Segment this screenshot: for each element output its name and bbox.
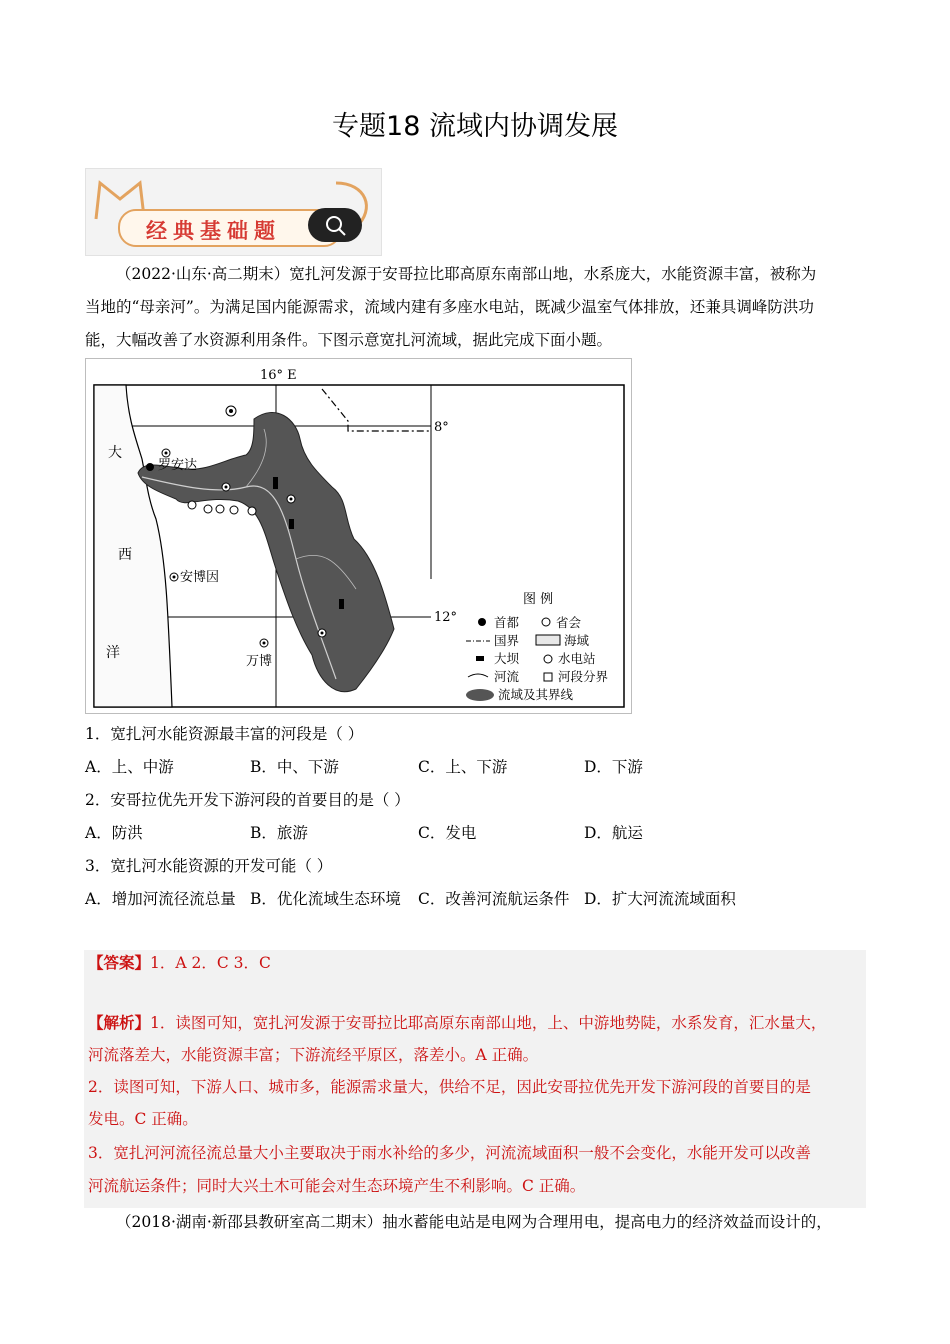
answer-box bbox=[84, 950, 866, 1208]
q1-option-b: B．中、下游 bbox=[250, 758, 339, 776]
map-legend bbox=[466, 592, 609, 702]
q1-option-d: D．下游 bbox=[584, 758, 643, 776]
banner-label: 经典基础题 bbox=[146, 218, 281, 243]
map-svg bbox=[86, 359, 631, 713]
legend-basin: 流域及其界线 bbox=[498, 687, 574, 702]
legend-sea: 海域 bbox=[564, 633, 590, 648]
q1-option-c: C．上、下游 bbox=[418, 758, 508, 776]
intro-line-2: 当地的“母亲河”。为满足国内能源需求，流域内建有多座水电站，既减少温室气体排放，还兼具调峰防洪功 bbox=[85, 298, 814, 316]
city-huambo: 万博 bbox=[246, 654, 273, 669]
ocean-label-3: 洋 bbox=[106, 645, 120, 661]
legend-border: 国界 bbox=[494, 633, 520, 648]
intro-line-1: （2022·山东·高二期末）宽扎河发源于安哥拉比耶高原东南部山地，水系庞大，水能资源丰富，被称为 bbox=[116, 265, 817, 283]
kwanza-river-map bbox=[85, 358, 632, 714]
analysis-label: 【解析】 bbox=[88, 1013, 151, 1032]
q3-option-d: D．扩大河流流域面积 bbox=[584, 890, 736, 908]
analysis-line-4: 发电。C 正确。 bbox=[88, 1110, 198, 1128]
q3-option-b: B．优化流域生态环境 bbox=[250, 890, 401, 908]
answer-label: 【答案】 bbox=[88, 953, 151, 972]
answer-line bbox=[88, 952, 271, 974]
analysis-text-1: 1．读图可知，宽扎河发源于安哥拉比耶高原东南部山地，上、中游地势陡，水系发育，汇水量大， bbox=[150, 1014, 827, 1032]
city-luanda: 罗安达 bbox=[158, 458, 198, 473]
lat-bottom-label: 12° bbox=[434, 610, 458, 625]
lon-label: 16° E bbox=[260, 368, 297, 383]
page-title: 专题18 流域内协调发展 bbox=[332, 111, 618, 142]
legend-segment: 河段分界 bbox=[558, 669, 609, 684]
q3-option-a: A．增加河流径流总量 bbox=[85, 890, 236, 908]
legend-river: 河流 bbox=[494, 669, 520, 684]
legend-title: 图 例 bbox=[523, 592, 554, 607]
legend-capital: 首都 bbox=[494, 615, 520, 630]
q2-option-c: C．发电 bbox=[418, 824, 477, 842]
next-question-intro: （2018·湖南·新邵县教研室高二期末）抽水蓄能电站是电网为合理用电，提高电力的经济效益而设计的， bbox=[116, 1213, 832, 1231]
analysis-line-5: 3．宽扎河河流径流总量大小主要取决于雨水补给的多少，河流流域面积一般不会变化，水能开发可以改善 bbox=[88, 1144, 811, 1162]
legend-hydro: 水电站 bbox=[558, 651, 596, 666]
legend-dam: 大坝 bbox=[494, 651, 520, 666]
q3-option-c: C．改善河流航运条件 bbox=[418, 890, 570, 908]
question-3: 3．宽扎河水能资源的开发可能（ ） bbox=[85, 857, 333, 875]
analysis-line-6: 河流航运条件；同时大兴土木可能会对生态环境产生不利影响。C 正确。 bbox=[88, 1177, 586, 1195]
intro-line-3: 能，大幅改善了水资源利用条件。下图示意宽扎河流域，据此完成下面小题。 bbox=[85, 331, 613, 349]
section-banner bbox=[85, 168, 382, 256]
analysis-line-3: 2．读图可知，下游人口、城市多，能源需求量大，供给不足，因此安哥拉优先开发下游河段的首要目的是 bbox=[88, 1078, 811, 1096]
basin-area bbox=[138, 412, 394, 691]
answer-text: 1．A 2．C 3．C bbox=[150, 954, 271, 972]
q2-option-b: B．旅游 bbox=[250, 824, 308, 842]
legend-provincial: 省会 bbox=[556, 615, 582, 630]
analysis-line-1 bbox=[88, 1012, 826, 1034]
q2-option-d: D．航运 bbox=[584, 824, 643, 842]
q1-option-a: A．上、中游 bbox=[85, 758, 174, 776]
lat-top-label: 8° bbox=[434, 420, 449, 435]
ocean-label-2: 西 bbox=[118, 547, 132, 563]
question-2: 2．安哥拉优先开发下游河段的首要目的是（ ） bbox=[85, 791, 410, 809]
ocean-label-1: 大 bbox=[108, 445, 122, 461]
question-1: 1．宽扎河水能资源最丰富的河段是（ ） bbox=[85, 725, 364, 743]
city-ambriz: 安博因 bbox=[180, 570, 220, 585]
search-icon bbox=[308, 208, 362, 242]
analysis-line-2: 河流落差大，水能资源丰富；下游流经平原区，落差小。A 正确。 bbox=[88, 1046, 539, 1064]
q2-option-a: A．防洪 bbox=[85, 824, 143, 842]
